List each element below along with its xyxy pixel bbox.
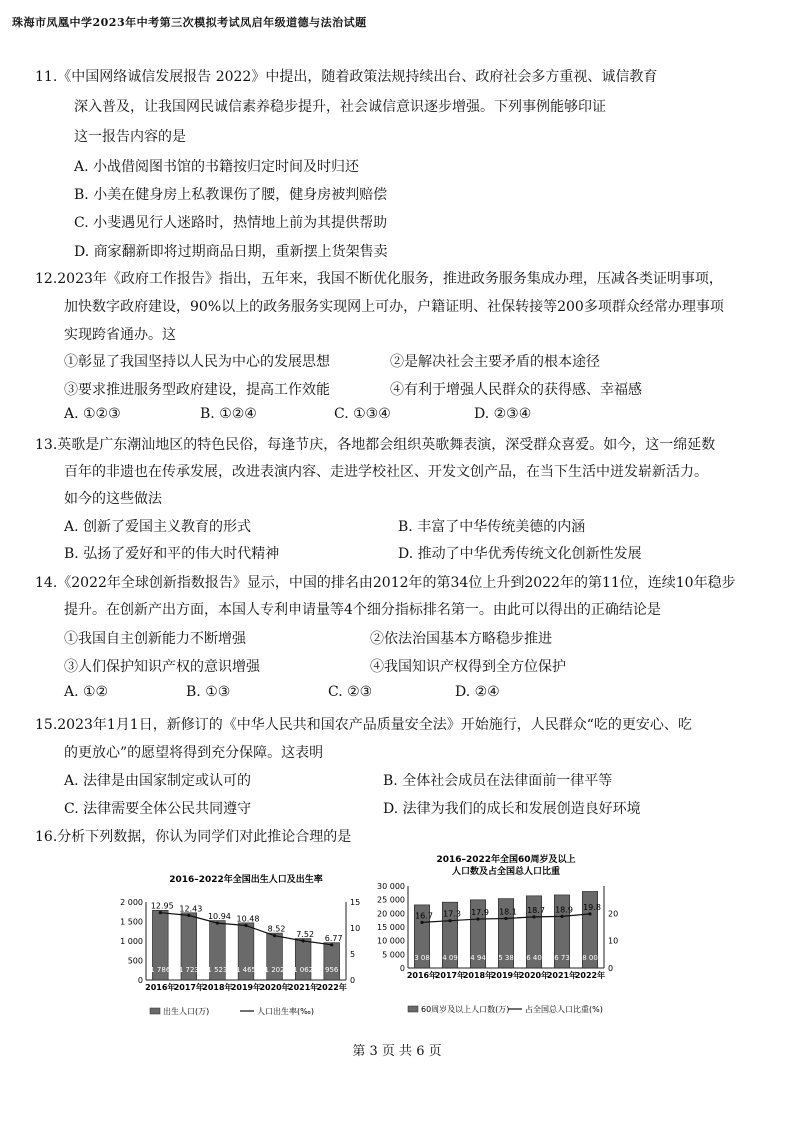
- elderly-population-chart: [368, 852, 640, 1032]
- q14-statement-3: ③人们保护知识产权的意识增强: [64, 659, 260, 675]
- x-tick-label: 2021年: [288, 983, 319, 992]
- q12-statement-2: ②是解决社会主要矛盾的根本途径: [390, 354, 600, 370]
- q12-stem-line3: 实现跨省通办。这: [64, 327, 176, 343]
- y-tick-label-left: 500: [127, 956, 143, 966]
- y-tick-label-left: 20 000: [377, 909, 405, 919]
- q11-option-b: B. 小美在健身房上私教课伤了腰，健身房被判赔偿: [74, 187, 388, 203]
- y-tick-label-right: 20: [608, 909, 619, 919]
- y-tick-label-right: 15: [350, 898, 361, 907]
- line-value-label: 12.43: [179, 904, 203, 914]
- y-tick-label-left: 2 000: [120, 898, 143, 907]
- q11-stem-line1: 11.《中国网络诚信发展报告 2022》中提出，随着政策法规持续出台、政府社会多方重视、诚信教育: [35, 69, 658, 85]
- line-point: [159, 911, 162, 914]
- line-point: [476, 917, 479, 920]
- x-tick-label: 2019年: [490, 971, 522, 980]
- line-value-label: 7.52: [296, 929, 315, 939]
- y-tick-label-right: 0: [608, 964, 614, 973]
- q13-option-b: B. 丰富了中华传统美德的内涵: [398, 519, 586, 535]
- bar-value-label: 1 786: [150, 966, 171, 974]
- bar-value-label: 1 202: [264, 966, 285, 974]
- line-point: [560, 915, 563, 918]
- q14-option-b: B. ①③: [186, 684, 231, 700]
- q14-option-d: D. ②④: [455, 684, 500, 700]
- y-tick-label-left: 0: [137, 976, 143, 985]
- q11-stem-line3: 这一报告内容的是: [74, 129, 186, 145]
- bar-value-label: 26 402: [521, 954, 547, 962]
- legend-bar-label: 60周岁及以上人口数(万): [421, 1005, 510, 1014]
- q11-option-c: C. 小斐遇见行人迷路时，热情地上前为其提供帮助: [74, 215, 388, 231]
- x-tick-label: 2022年: [316, 983, 347, 992]
- line-value-label: 12.95: [150, 901, 174, 911]
- page-footer: 第 3 页 共 6 页: [352, 1044, 442, 1059]
- y-tick-label-left: 25 000: [377, 895, 405, 905]
- x-tick-label: 2018年: [462, 971, 494, 980]
- bar-value-label: 1 523: [207, 966, 228, 974]
- y-tick-label-left: 30 000: [377, 882, 405, 891]
- bar-value-label: 1 723: [178, 966, 199, 974]
- line-point: [532, 915, 535, 918]
- q13-stem-line2: 百年的非遗也在传承发展，改进表演内容、走进学校社区、开发文创产品，在当下生活中迸发崭新活力。: [64, 464, 708, 480]
- bar-value-label: 24 949: [465, 954, 491, 962]
- x-tick-label: 2018年: [202, 983, 233, 992]
- line-point: [330, 943, 333, 946]
- y-tick-label-right: 0: [350, 976, 356, 985]
- q12-stem-line2: 加快数字政府建设，90%以上的政务服务实现网上可办，户籍证明、社保转接等200多项群众经常办理事项: [64, 299, 724, 315]
- legend-bar-swatch: [408, 1006, 418, 1012]
- line-value-label: 17.9: [471, 908, 489, 918]
- x-tick-label: 2020年: [518, 971, 550, 980]
- q15-stem-line1: 15.2023年1月1日，新修订的《中华人民共和国农产品质量安全法》开始施行，人民群众“吃的更安心、吃: [35, 717, 692, 733]
- legend-bar-label: 出生人口(万): [163, 1007, 210, 1016]
- line-point: [187, 914, 190, 917]
- line-value-label: 18.9: [555, 905, 573, 915]
- bar-value-label: 24 090: [437, 954, 463, 962]
- q15-stem-line2: 的更放心”的愿望将得到充分保障。这表明: [64, 745, 324, 761]
- q14-option-a: A. ①②: [64, 684, 109, 700]
- line-point: [244, 924, 247, 927]
- q13-option-c: B. 弘扬了爱好和平的伟大时代精神: [64, 546, 280, 562]
- q15-option-d: D. 法律为我们的成长和发展创造良好环境: [383, 801, 641, 817]
- y-tick-label-left: 5 000: [382, 950, 405, 960]
- chart-bar: [324, 943, 340, 980]
- q14-statement-4: ④我国知识产权得到全方位保护: [370, 659, 566, 675]
- bar-value-label: 28 004: [577, 954, 603, 962]
- y-tick-label-right: 10: [350, 924, 361, 933]
- chart-title: 人口数及占全国总人口比重: [451, 867, 561, 877]
- q12-option-b: B. ①②④: [200, 406, 257, 422]
- q15-option-a: A. 法律是由国家制定或认可的: [64, 773, 252, 789]
- page-header: 珠海市凤凰中学2023年中考第三次模拟考试凤启年级道德与法治试题: [12, 16, 367, 29]
- line-value-label: 18.7: [527, 905, 545, 915]
- bar-value-label: 26 736: [549, 954, 575, 962]
- line-value-label: 16.7: [415, 911, 433, 921]
- y-tick-label-left: 1 500: [120, 917, 143, 927]
- q12-statement-3: ③要求推进服务型政府建设，提高工作效能: [64, 382, 330, 398]
- q14-option-c: C. ②③: [328, 684, 373, 700]
- q15-option-b: B. 全体社会成员在法律面前一律平等: [383, 773, 613, 789]
- q15-option-c: C. 法律需要全体公民共同遵守: [64, 801, 252, 817]
- q16-stem-line1: 16.分析下列数据，你认为同学们对此推论合理的是: [35, 829, 352, 845]
- q12-option-d: D. ②③④: [474, 406, 532, 422]
- line-value-label: 18.1: [499, 907, 517, 917]
- x-tick-label: 2016年: [145, 983, 176, 992]
- line-value-label: 19.8: [583, 902, 601, 912]
- y-tick-label-right: 10: [608, 936, 619, 946]
- q11-stem-line2: 深入普及，让我国网民诚信素养稳步提升，社会诚信意识逐步增强。下列事例能够印证: [74, 99, 606, 115]
- line-point: [420, 921, 423, 924]
- line-value-label: 6.77: [324, 933, 343, 943]
- q12-option-a: A. ①②③: [64, 406, 121, 422]
- q11-option-d: D. 商家翻新即将过期商品日期，重新摆上货架售卖: [74, 244, 388, 260]
- line-value-label: 10.48: [236, 914, 260, 924]
- q12-statement-4: ④有利于增强人民群众的获得感、幸福感: [390, 382, 642, 398]
- line-point: [588, 912, 591, 915]
- birth-population-chart: [110, 866, 382, 1026]
- x-tick-label: 2022年: [574, 971, 606, 980]
- x-tick-label: 2017年: [173, 983, 204, 992]
- line-value-label: 10.94: [207, 912, 231, 922]
- x-tick-label: 2017年: [434, 971, 466, 980]
- q13-stem-line3: 如今的这些做法: [64, 491, 162, 507]
- line-point: [273, 934, 276, 937]
- bar-value-label: 25 388: [493, 954, 519, 962]
- bar-value-label: 1 062: [293, 966, 314, 974]
- bar-value-label: 23 086: [409, 954, 435, 962]
- y-tick-label-left: 10 000: [377, 936, 405, 946]
- legend-line-label: 占全国总人口比重(%): [525, 1005, 603, 1014]
- y-tick-label-left: 0: [399, 964, 405, 973]
- q14-stem-line2: 提升。在创新产出方面，本国人专利申请量等4个细分指标排名第一。由此可以得出的正确结论是: [64, 602, 661, 618]
- q12-stem-line1: 12.2023年《政府工作报告》指出，五年来，我国不断优化服务，推进政务服务集成办理，压减各类证明事项，: [35, 271, 723, 287]
- q12-option-c: C. ①③④: [334, 406, 391, 422]
- q13-stem-line1: 13.英歌是广东潮汕地区的特色民俗，每逢节庆，各地都会组织英歌舞表演，深受群众喜爱。如今，这一绵延数: [35, 437, 716, 453]
- x-tick-label: 2016年: [406, 971, 438, 980]
- y-tick-label-left: 15 000: [377, 923, 405, 932]
- q12-statement-1: ①彰显了我国坚持以人民为中心的发展思想: [64, 354, 330, 370]
- q14-statement-2: ②依法治国基本方略稳步推进: [370, 631, 552, 647]
- x-tick-label: 2020年: [259, 983, 290, 992]
- bar-value-label: 1 465: [235, 966, 257, 974]
- q14-stem-line1: 14.《2022年全球创新指数报告》显示，中国的排名由2012年的第34位上升到2022年的第11位，连续10年稳步: [35, 575, 736, 591]
- line-point: [302, 939, 305, 942]
- chart-title: 2016–2022年全国60周岁及以上: [436, 855, 576, 865]
- line-value-label: 17.3: [443, 909, 461, 919]
- chart-title: 2016–2022年全国出生人口及出生率: [169, 875, 323, 885]
- x-tick-label: 2021年: [546, 971, 578, 980]
- x-tick-label: 2019年: [230, 983, 262, 992]
- q13-option-d: D. 推动了中华优秀传统文化创新性发展: [398, 546, 642, 562]
- q11-option-a: A. 小战借阅图书馆的书籍按归定时间及时归还: [74, 159, 360, 175]
- y-tick-label-right: 5: [350, 950, 356, 959]
- line-point: [448, 919, 451, 922]
- line-value-label: 8.52: [267, 924, 286, 934]
- q14-statement-1: ①我国自主创新能力不断增强: [64, 631, 246, 647]
- legend-line-label: 人口出生率(‰): [257, 1007, 314, 1016]
- legend-bar-swatch: [150, 1008, 160, 1014]
- q13-option-a: A. 创新了爱国主义教育的形式: [64, 519, 252, 535]
- line-point: [504, 917, 507, 920]
- line-point: [216, 922, 219, 925]
- bar-value-label: 956: [325, 966, 339, 974]
- y-tick-label-left: 1 000: [120, 937, 143, 946]
